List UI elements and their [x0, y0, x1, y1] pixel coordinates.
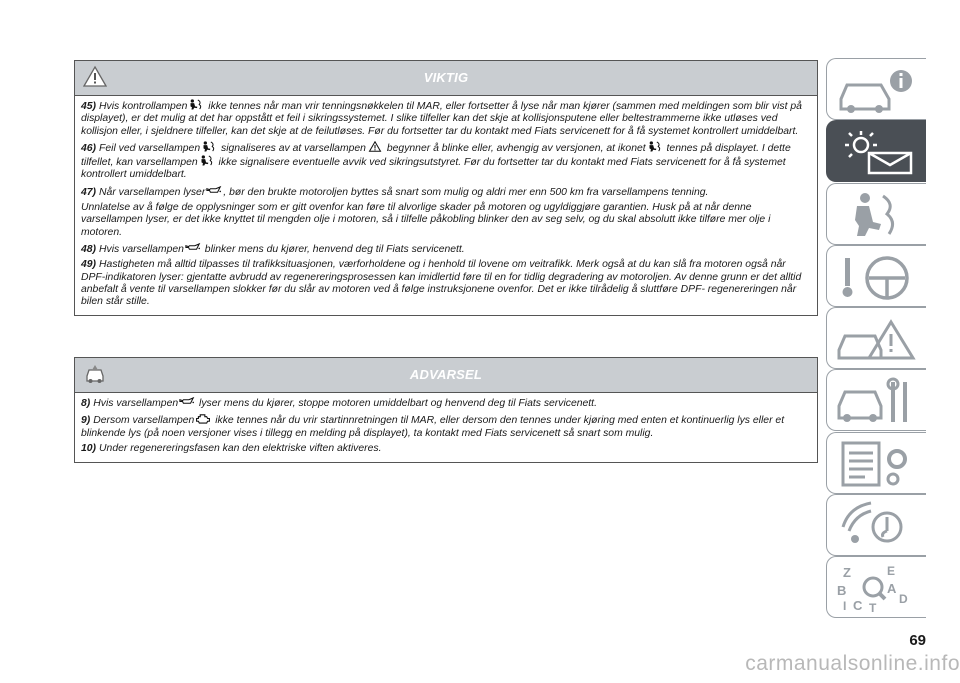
note-10: 10) Under regenereringsfasen kan den elektriske viften aktiveres. [81, 442, 382, 454]
index-letter-d: D [899, 592, 908, 606]
car-info-icon [835, 65, 919, 115]
advarsel-box [74, 357, 818, 463]
oil-can-icon [185, 242, 201, 253]
page-number: 69 [909, 632, 926, 649]
note-8: 8) Hvis varsellampen lyser mens du kjører, stoppe motoren umiddelbart og henvend deg til Fiats servicenett. [81, 398, 597, 409]
warning-triangle-icon [367, 141, 383, 152]
airbag-warning-icon [199, 155, 215, 166]
index-letter-i: I [843, 599, 847, 613]
tab-emergency[interactable] [826, 307, 926, 369]
multimedia-icon [835, 501, 919, 551]
note-47: 47) Når varsellampen lyser , bør den brukte motoroljen byttes så snart som mulig og aldri mer enn 500 km fra varsellampens tenning. [81, 186, 709, 198]
tab-index[interactable] [826, 556, 926, 618]
note-9: 9) Dersom varsellampen ikke tennes når du vrir startinnretningen til MAR, eller dersom den tennes under kjøring med enten et kontinuerlig lys eller et blinkende lys (på noen versjoner vises i tillegg en melding på displayet), ta kontakt med Fiats servicenett så snart som mulig. [81, 415, 785, 439]
steering-wheel-icon [835, 252, 919, 302]
tab-warning-lights[interactable] [826, 120, 926, 182]
index-letter-b: B [837, 583, 847, 598]
advarsel-title: ADVARSEL [409, 367, 483, 382]
airbag-warning-icon [188, 99, 204, 110]
warning-lights-icon [835, 127, 919, 177]
oil-can-icon [179, 396, 195, 407]
car-tools-icon [835, 376, 919, 426]
tab-multimedia[interactable] [826, 494, 926, 556]
engine-icon [195, 413, 211, 424]
technical-data-icon [835, 439, 919, 489]
airbag-warning-icon [201, 141, 217, 152]
oil-can-icon [206, 185, 222, 196]
safety-airbag-icon [835, 190, 919, 240]
note-46: 46) Feil ved varsellampen signaliseres av at varsellampen begynner å blinke eller, avhengig av versjonen, at ikonet tennes på displayet. I dette tilfellet, kan varsellampen ikke signalisere eventuelle avvik ved sikringsutstyret. Før du fortsetter tar du kontakt med Fiats servicenett for å få systemet kontrollert umiddelbart. [81, 142, 791, 181]
watermark: carmanualsonline.info [745, 652, 960, 675]
tab-safety[interactable] [826, 183, 926, 245]
tab-car-info[interactable] [826, 58, 926, 120]
index-letter-z: Z [843, 565, 851, 580]
viktig-header [75, 61, 817, 96]
tab-technical-data[interactable] [826, 432, 926, 494]
index-letter-c: C [853, 598, 863, 613]
index-letter-a: A [887, 581, 897, 596]
note-45: 45) Hvis kontrollampen ikke tennes når man vrir tenningsnøkkelen til MAR, eller fortsetter å lyse når man kjører (sammen med meldingen som blir vist på displayet), er det mulig at det har oppstått et feil i sikringssystemet. I slike tilfeller kan det skje at kollisjonsputene eller beltestrammerne ikke utløses ved kollisjon eller, i sjeldnere tilfeller, kan det skje at de feilutløses. Før du fortsetter tar du kontakt med Fiats servicenett for å få systemet kontrollert umiddelbart. [81, 101, 802, 137]
tab-starting-driving[interactable] [826, 245, 926, 307]
note-47-continued: Unnlatelse av å følge de opplysninger som er gitt ovenfor kan føre til alvorlige skader på motoren og ugyldiggjøre garantien. Husk på at når denne varsellampen lyser, er det ikke knyttet til mengden olje i motoren, så i tilfelle påkobling blinker den av seg selv, og du skal absolutt ikke tilføre mer olje i motoren. [81, 202, 771, 238]
viktig-box [74, 60, 818, 316]
index-icon [835, 563, 919, 613]
emergency-icon [835, 314, 919, 364]
note-48: 48) Hvis varsellampen blinker mens du kjører, henvend deg til Fiats servicenett. [81, 243, 465, 255]
airbag-warning-icon [647, 141, 663, 152]
tab-maintenance[interactable] [826, 369, 926, 431]
note-49: 49) Hastigheten må alltid tilpasses til trafikksituasjonen, værforholdene og i henhold til lovene om veitrafikk. Merk også at du kan slå fra motoren også når DPF-indikatoren lyser: gjentatte avbrudd av regenereringsprosessen kan imidlertid føre til en for tidlig degradering av motoroljen. Av denne grunn er det alltid anbefalt å vente til varsellampen slokker før du slår av motoren ved å følge instruksjonene ovenfor. Det er ikke tilrådelig å sluttføre DPF- regenereringen når bilen står stille. [81, 259, 802, 308]
index-letter-t: T [869, 601, 877, 613]
viktig-title: VIKTIG [423, 70, 469, 85]
index-letter-e: E [887, 564, 896, 578]
advarsel-header [75, 358, 817, 393]
